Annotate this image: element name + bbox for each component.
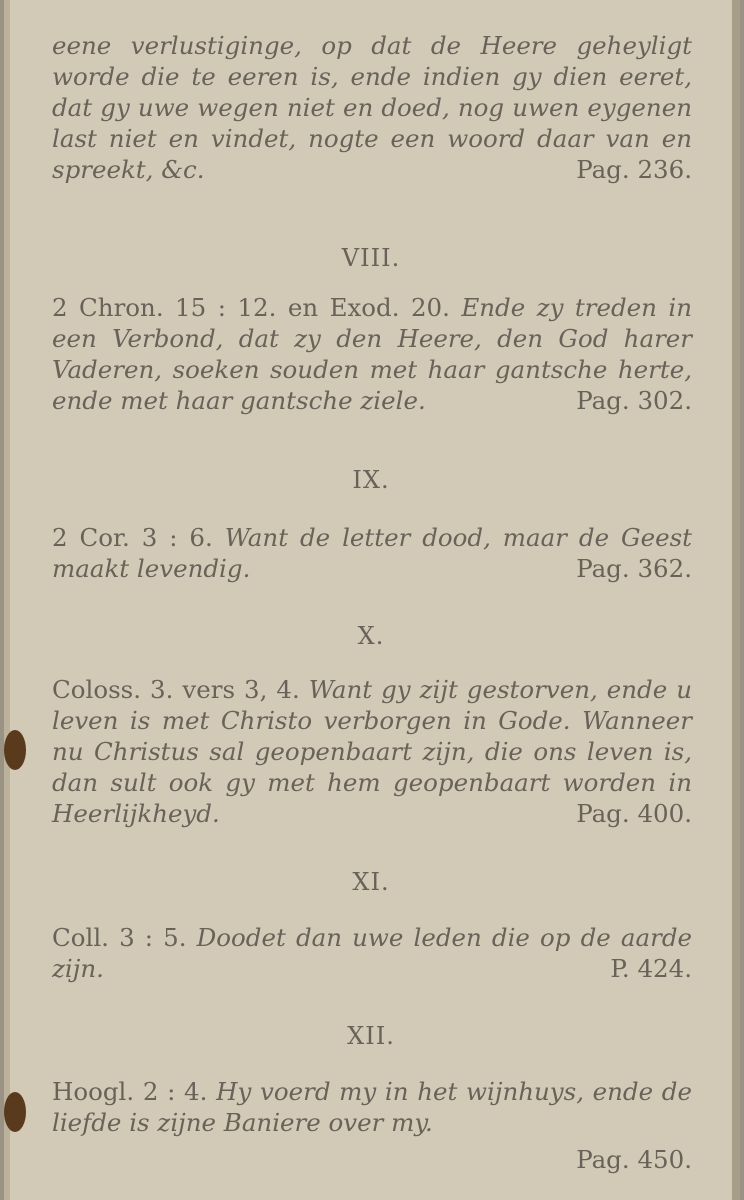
section-viii xyxy=(52,292,692,416)
scripture-reference: 2 Chron. 15 : 12. en Exod. 20. xyxy=(52,293,450,322)
scripture-reference: 2 Cor. 3 : 6. xyxy=(52,523,213,552)
section-heading-viii: VIII. xyxy=(341,244,401,272)
section-ix xyxy=(52,522,692,584)
scripture-reference: Hoogl. 2 : 4. xyxy=(52,1077,208,1106)
page-reference: Pag. 302. xyxy=(576,386,692,415)
section-continued xyxy=(52,30,692,185)
page-reference: Pag. 450. xyxy=(576,1145,692,1174)
section-x xyxy=(52,674,692,829)
scripture-reference: Coll. 3 : 5. xyxy=(52,923,187,952)
book-page xyxy=(4,0,740,1200)
section-heading-xii: XII. xyxy=(347,1022,395,1050)
section-heading-xi: XI. xyxy=(352,868,390,896)
scripture-reference: Coloss. 3. vers 3, 4. xyxy=(52,675,300,704)
page-reference: P. 424. xyxy=(610,954,692,983)
scripture-text: Want gy zijt gestorven, ende u leven is met Christo verborgen in Gode. Wanneer nu Christus sal geopenbaart zijn, die ons leven is, dan sult ook gy met hem geopenbaart worden in Heerlijkheyd. xyxy=(52,675,693,828)
section-heading-ix: IX. xyxy=(352,466,390,494)
page-reference: Pag. 362. xyxy=(576,554,692,583)
page-reference: Pag. 236. xyxy=(576,155,692,184)
page-reference: Pag. 400. xyxy=(576,799,692,828)
section-heading-x: X. xyxy=(357,622,385,650)
binding-hole xyxy=(4,1092,26,1132)
scripture-text: Want de letter dood, maar de Geest maakt levendig. xyxy=(52,523,692,583)
scripture-text: Doodet dan uwe leden die op de aarde zijn. xyxy=(52,923,692,983)
scripture-text: eene verlustiginge, op dat de Heere geheyligt worde die te eeren is, ende indien gy dien eeret, dat gy uwe wegen niet en doed, nog uwen eygenen last niet en vindet, nogte een woord daar van en spreekt, &c. xyxy=(52,31,692,184)
scripture-text: Ende zy treden in een Verbond, dat zy den Heere, den God harer Vaderen, soeken souden met haar gantsche herte, ende met haar gantsche ziele. xyxy=(52,293,692,415)
section-xii xyxy=(52,1076,692,1175)
section-xi xyxy=(52,922,692,984)
scripture-text: Hy voerd my in het wijnhuys, ende de liefde is zijne Baniere over my. xyxy=(52,1077,692,1137)
binding-hole xyxy=(4,730,26,770)
